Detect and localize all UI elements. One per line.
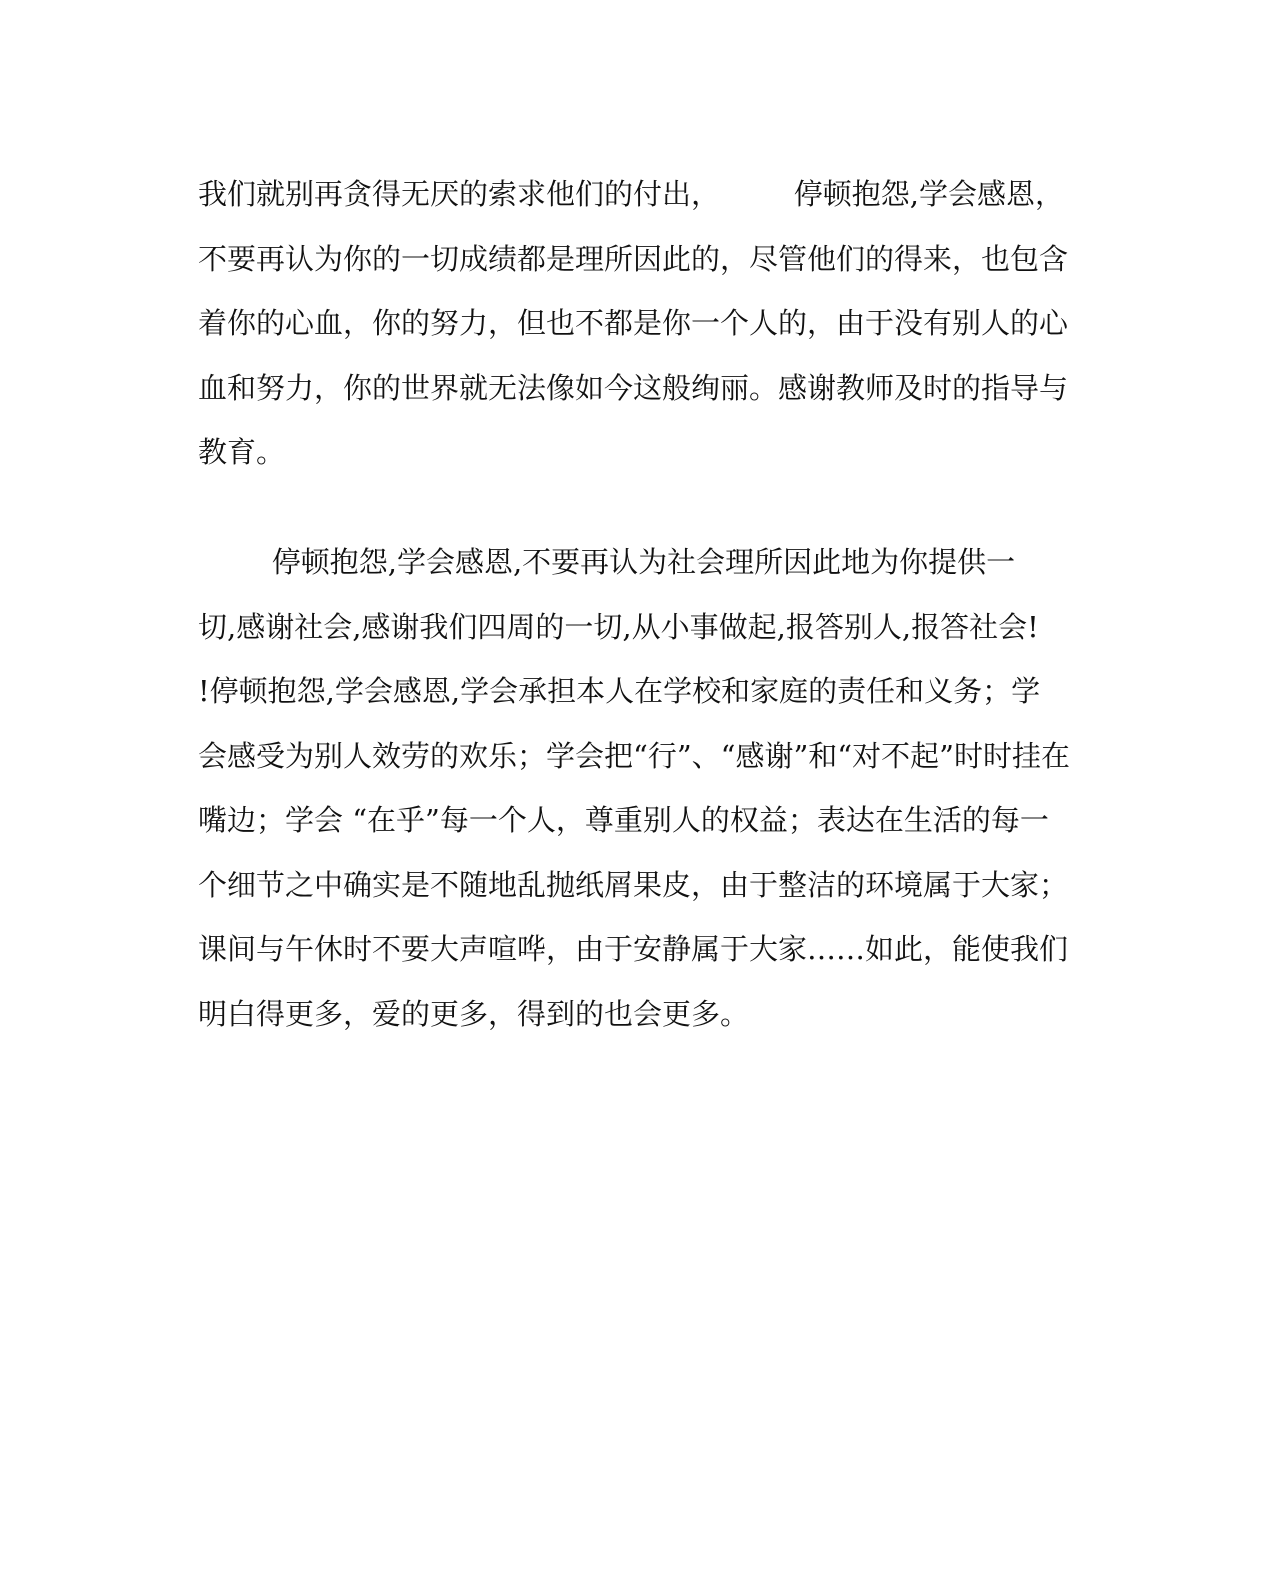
text-line: 切,感谢社会,感谢我们四周的一切,从小事做起,报答别人,报答社会!: [198, 609, 1039, 644]
text-line: 不要再认为你的一切成绩都是理所因此的，尽管他们的得来，也包含: [198, 241, 1069, 276]
paragraph-2: [198, 530, 1078, 1046]
text-line: 血和努力，你的世界就无法像如今这般绚丽。感谢教师及时的指导与: [198, 370, 1069, 405]
text-line: 着你的心血，你的努力，但也不都是你一个人的，由于没有别人的心: [198, 306, 1069, 340]
paragraph-1: [198, 162, 1078, 485]
text-line: 教育。: [198, 435, 286, 469]
text-line: 课间与午休时不要大声喧哗，由于安静属于大家……如此，能使我们: [198, 932, 1069, 966]
text-line: 明白得更多，爱的更多，得到的也会更多。: [198, 996, 750, 1031]
text-line: !停顿抱怨,学会感恩,学会承担本人在学校和家庭的责任和义务；学: [198, 674, 1041, 708]
text-line: 我们就别再贪得无厌的索求他们的付出， 停顿抱怨,学会感恩，: [198, 177, 1064, 211]
text-line: 个细节之中确实是不随地乱抛纸屑果皮，由于整洁的环境属于大家；: [198, 867, 1069, 902]
text-line: 嘴边；学会 “在乎”每一个人，尊重别人的权益；表达在生活的每一: [198, 803, 1049, 837]
text-line: 会感受为别人效劳的欢乐；学会把“行”、“感谢”和“对不起”时时挂在: [198, 738, 1070, 773]
text-line: 停顿抱怨,学会感恩,不要再认为社会理所因此地为你提供一: [198, 545, 1016, 579]
